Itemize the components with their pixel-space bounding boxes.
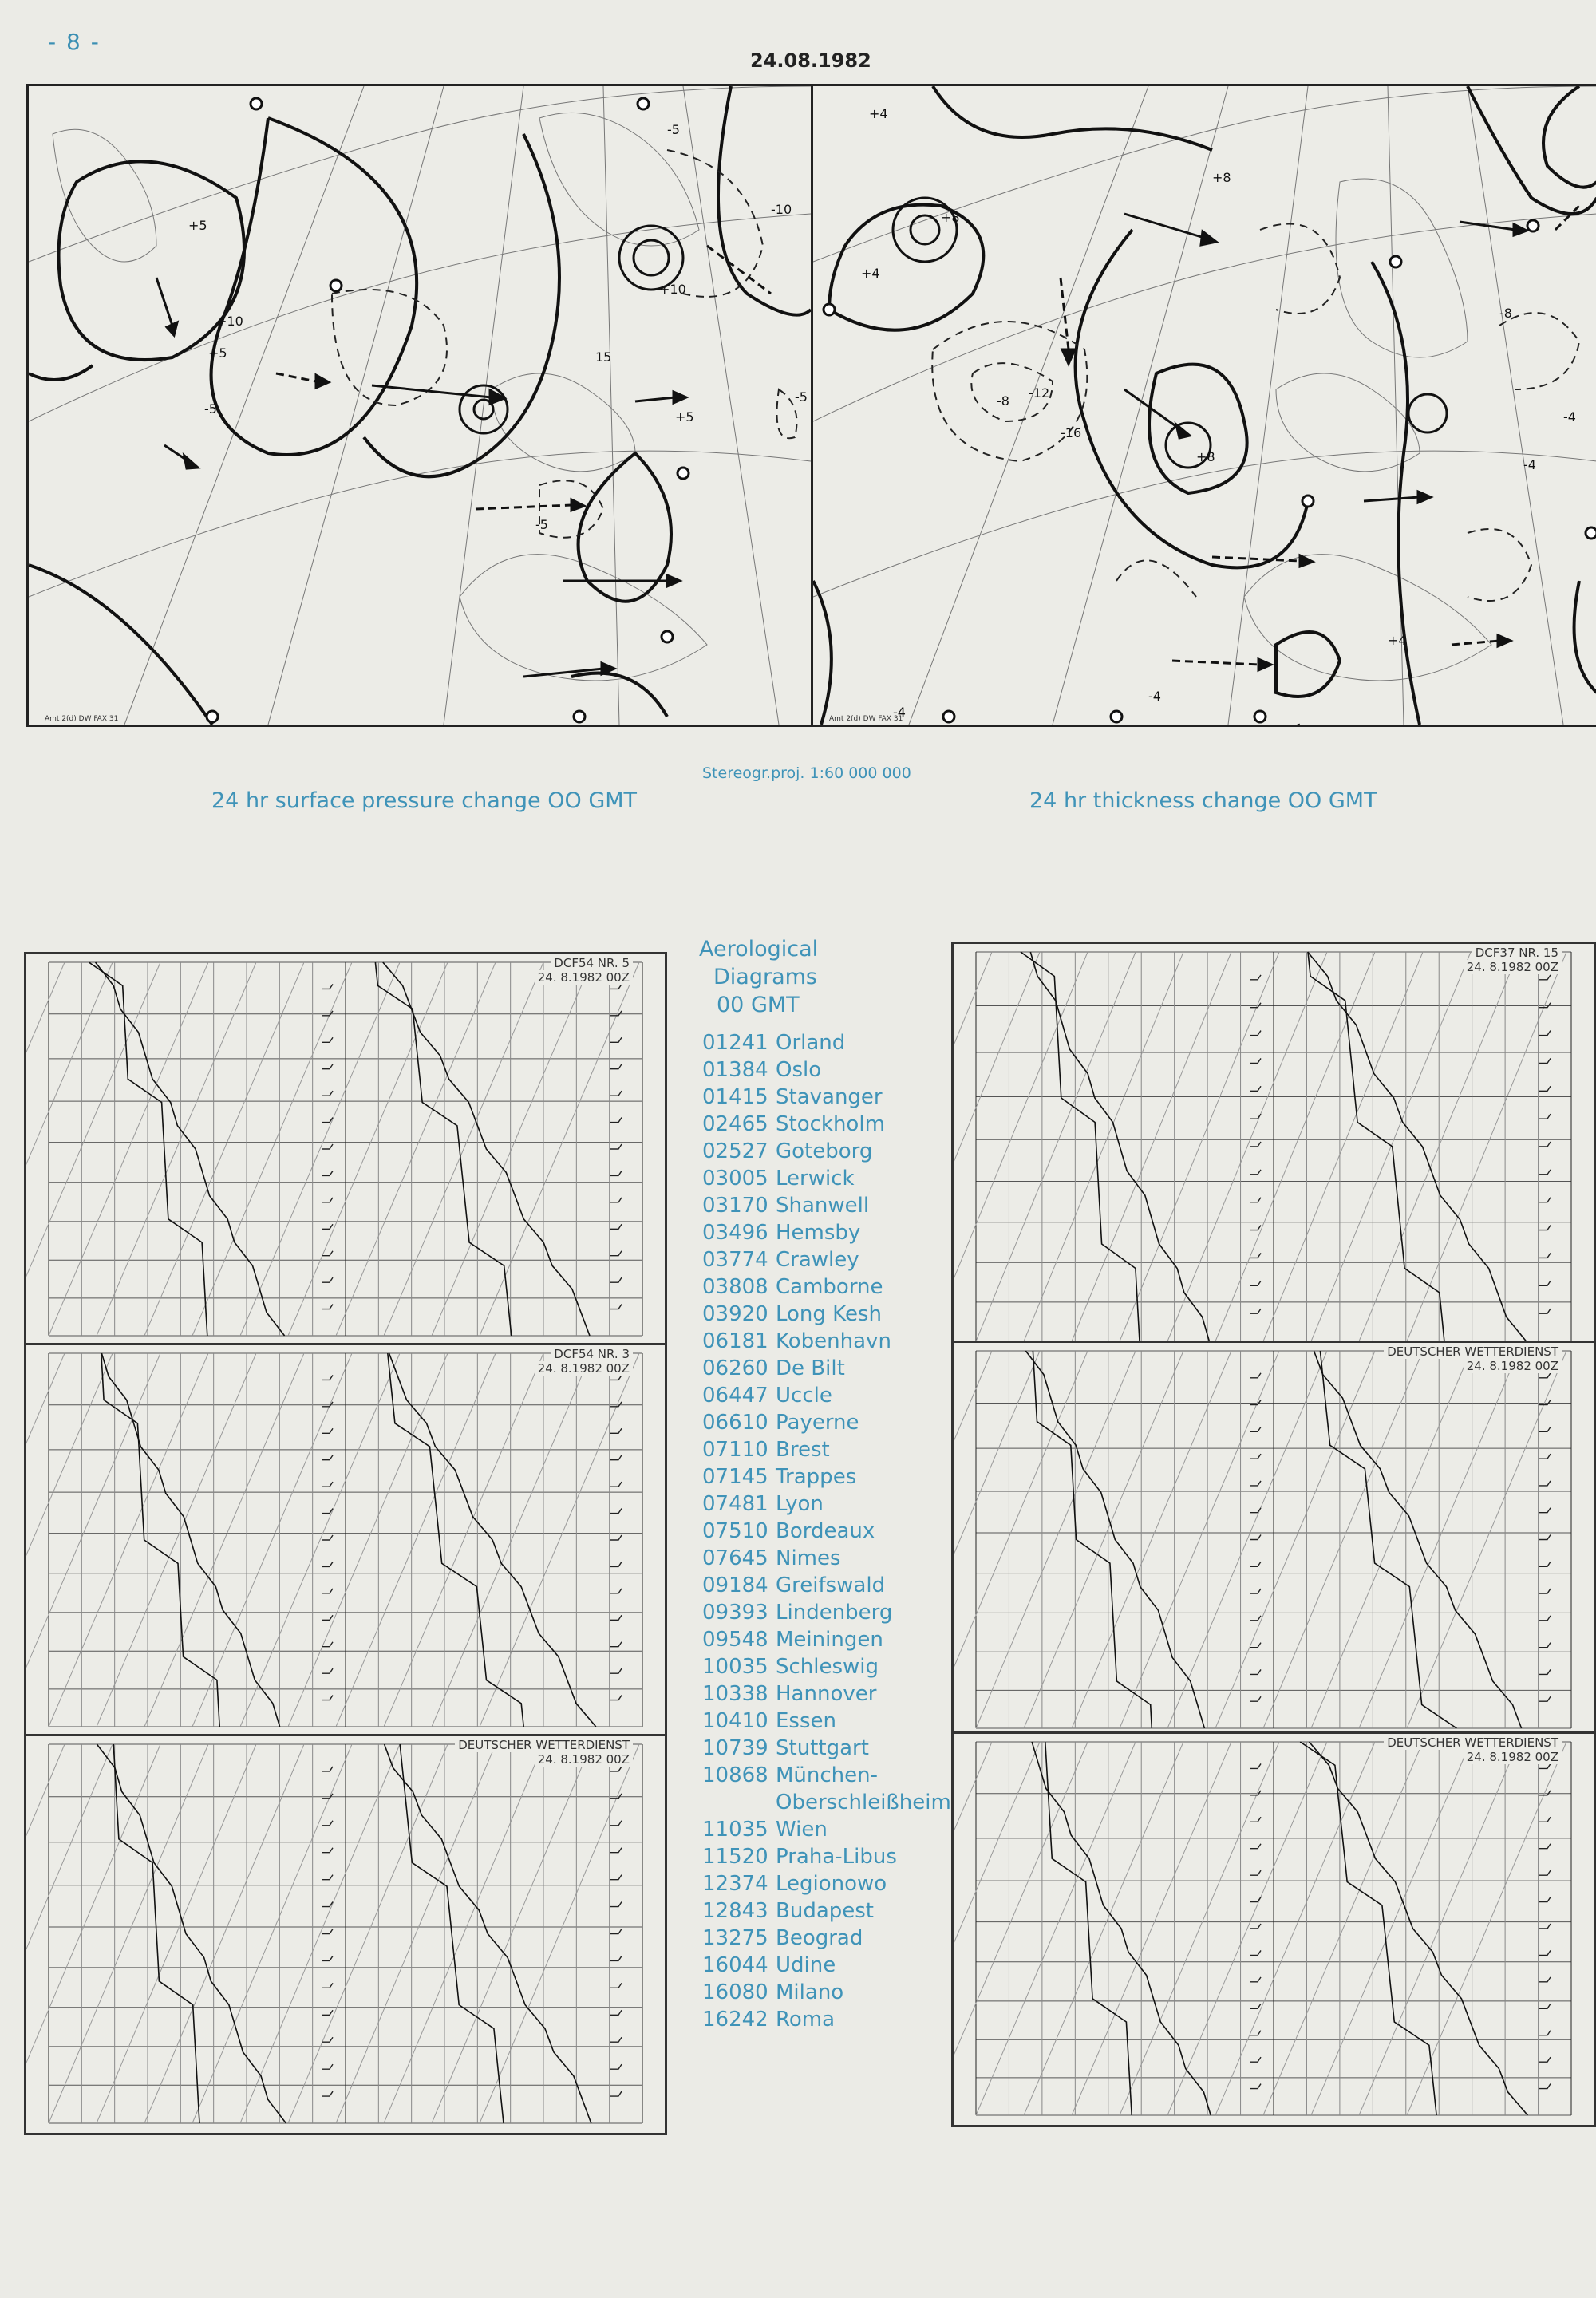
svg-text:-8: -8 (1499, 306, 1512, 321)
station-name: Schleswig (776, 1655, 879, 1679)
station-code: 09393 (702, 1601, 768, 1625)
svg-text:-5: -5 (204, 401, 217, 417)
station-code: 12374 (702, 1872, 768, 1896)
station-code: 02527 (702, 1139, 768, 1163)
thickness-change-map (811, 84, 1596, 727)
svg-text:-4: -4 (1523, 457, 1536, 472)
station-name: Stuttgart (776, 1736, 869, 1760)
diagram-title: DEUTSCHER WETTERDIENST (1384, 1344, 1562, 1359)
station-name: Meiningen (776, 1628, 883, 1652)
station-code: 02465 (702, 1112, 768, 1136)
station-name: Payerne (776, 1411, 859, 1435)
svg-text:+8: +8 (1212, 170, 1231, 185)
station-code: 06260 (702, 1356, 768, 1380)
station-row (702, 1056, 951, 1084)
station-row (702, 1870, 951, 1897)
station-code: 03005 (702, 1167, 768, 1190)
station-name: Uccle (776, 1384, 832, 1408)
aerological-diagram-4 (951, 942, 1596, 1353)
svg-text:+8: +8 (1196, 449, 1215, 464)
station-code: 01415 (702, 1085, 768, 1109)
station-row (702, 1491, 951, 1518)
diagram-date: 24. 8.1982 00Z (1464, 960, 1562, 974)
station-row (702, 1545, 951, 1572)
station-code: 03808 (702, 1275, 768, 1299)
station-code: 09548 (702, 1628, 768, 1652)
diagram-title: DEUTSCHER WETTERDIENST (455, 1738, 633, 1752)
station-code: 16044 (702, 1953, 768, 1977)
station-code: 16242 (702, 2008, 768, 2031)
station-row (702, 1762, 951, 1789)
station-row (702, 1192, 951, 1219)
station-name: Udine (776, 1953, 836, 1977)
station-row (702, 1328, 951, 1355)
right-map-caption: 24 hr thickness change OO GMT (1029, 788, 1377, 813)
station-name: Budapest (776, 1899, 874, 1923)
legend-title-line: Diagrams (713, 965, 817, 989)
station-name: Trappes (776, 1465, 857, 1489)
map-credit: Amt 2(d) DW FAX 31 (829, 715, 903, 723)
station-row (702, 1084, 951, 1111)
station-name: Greifswald (776, 1573, 886, 1597)
station-row (702, 1111, 951, 1138)
station-name: Crawley (776, 1248, 859, 1272)
station-name: Stockholm (776, 1112, 885, 1136)
station-row (702, 1382, 951, 1409)
diagram-date: 24. 8.1982 00Z (1464, 1750, 1562, 1764)
diagram-date: 24. 8.1982 00Z (535, 1752, 633, 1767)
station-code: 07645 (702, 1546, 768, 1570)
svg-text:-10: -10 (771, 202, 792, 217)
station-name: Oberschleißheim (776, 1791, 951, 1814)
station-name: Camborne (776, 1275, 883, 1299)
station-code: 06181 (702, 1329, 768, 1353)
station-name: Milano (776, 1980, 844, 2004)
station-name: Legionowo (776, 1872, 887, 1896)
svg-text:+8: +8 (941, 210, 960, 225)
station-code: 07110 (702, 1438, 768, 1462)
station-row (702, 1409, 951, 1436)
station-row (702, 2006, 951, 2033)
diagram-title: DEUTSCHER WETTERDIENST (1384, 1735, 1562, 1750)
aerological-diagram-6 (951, 1731, 1596, 2127)
station-row (702, 1979, 951, 2006)
station-name: Goteborg (776, 1139, 873, 1163)
legend-title-line: 00 GMT (717, 993, 800, 1017)
svg-text:+4: +4 (869, 106, 888, 121)
station-code: 11035 (702, 1818, 768, 1842)
svg-text:+5: +5 (188, 218, 207, 233)
page-date: 24.08.1982 (750, 49, 871, 72)
station-row (702, 1897, 951, 1925)
station-code: 09184 (702, 1573, 768, 1597)
station-row (702, 1355, 951, 1382)
station-row (702, 1165, 951, 1192)
station-name: Long Kesh (776, 1302, 882, 1326)
station-code: 10868 (702, 1763, 768, 1787)
station-row (702, 1138, 951, 1165)
station-code: 13275 (702, 1926, 768, 1950)
station-code: 10739 (702, 1736, 768, 1760)
svg-text:-16: -16 (1061, 425, 1082, 440)
station-row (702, 1273, 951, 1301)
station-code: 10338 (702, 1682, 768, 1706)
diagram-title: DCF54 NR. 5 (551, 956, 633, 970)
surface-pressure-change-map (26, 84, 813, 727)
station-code: 01241 (702, 1031, 768, 1055)
diagram-date: 24. 8.1982 00Z (535, 1361, 633, 1376)
station-code: 06610 (702, 1411, 768, 1435)
svg-text:-5: -5 (795, 389, 808, 405)
station-name: Lerwick (776, 1167, 855, 1190)
diagram-title: DCF54 NR. 3 (551, 1347, 633, 1361)
svg-text:+5: +5 (675, 409, 694, 424)
station-code: 06447 (702, 1384, 768, 1408)
station-row (702, 1599, 951, 1626)
station-row (702, 1572, 951, 1599)
svg-text:-4: -4 (893, 705, 906, 720)
station-code: 07145 (702, 1465, 768, 1489)
station-row (702, 1626, 951, 1653)
station-code: 03920 (702, 1302, 768, 1326)
station-name: Oslo (776, 1058, 822, 1082)
station-name: Hannover (776, 1682, 877, 1706)
svg-text:+5: +5 (208, 345, 227, 361)
station-name: Wien (776, 1818, 828, 1842)
station-code: 01384 (702, 1058, 768, 1082)
station-list (702, 1029, 951, 2033)
station-code: 11520 (702, 1845, 768, 1869)
station-code: 03170 (702, 1194, 768, 1218)
legend-title-line: Aerological (699, 937, 819, 961)
diagram-date: 24. 8.1982 00Z (535, 970, 633, 985)
station-code: 16080 (702, 1980, 768, 2004)
station-code: 07510 (702, 1519, 768, 1543)
station-row (702, 1436, 951, 1463)
station-row (702, 1246, 951, 1273)
station-row (702, 1789, 951, 1816)
station-code: 03774 (702, 1248, 768, 1272)
map-credit: Amt 2(d) DW FAX 31 (45, 715, 119, 723)
station-name: Praha-Libus (776, 1845, 897, 1869)
svg-text:+4: +4 (861, 266, 880, 281)
aerological-diagram-1 (24, 952, 667, 1348)
station-name: Kobenhavn (776, 1329, 891, 1353)
station-name: Beograd (776, 1926, 863, 1950)
station-row (702, 1735, 951, 1762)
station-name: Orland (776, 1031, 846, 1055)
station-row (702, 1952, 951, 1979)
svg-text:-4: -4 (1563, 409, 1576, 424)
diagram-title: DCF37 NR. 15 (1472, 946, 1562, 960)
diagram-date: 24. 8.1982 00Z (1464, 1359, 1562, 1373)
station-code: 12843 (702, 1899, 768, 1923)
station-row (702, 1708, 951, 1735)
svg-text:-8: -8 (997, 393, 1009, 409)
station-code: 07481 (702, 1492, 768, 1516)
station-name: De Bilt (776, 1356, 845, 1380)
station-row (702, 1219, 951, 1246)
station-name: Nimes (776, 1546, 841, 1570)
station-name: Lyon (776, 1492, 824, 1516)
svg-text:-5: -5 (535, 517, 548, 532)
left-map-caption: 24 hr surface pressure change OO GMT (211, 788, 638, 813)
station-row (702, 1518, 951, 1545)
station-code: 10035 (702, 1655, 768, 1679)
station-row (702, 1029, 951, 1056)
station-name: Hemsby (776, 1221, 861, 1245)
aerological-diagram-3 (24, 1734, 667, 2135)
svg-text:-5: -5 (667, 122, 680, 137)
station-name: Stavanger (776, 1085, 883, 1109)
station-row (702, 1463, 951, 1491)
station-code: 03496 (702, 1221, 768, 1245)
aerological-diagram-2 (24, 1343, 667, 1739)
station-name: Shanwell (776, 1194, 870, 1218)
station-code (702, 1789, 776, 1816)
station-row (702, 1680, 951, 1708)
svg-text:15: 15 (595, 349, 612, 365)
station-row (702, 1301, 951, 1328)
station-name: Lindenberg (776, 1601, 893, 1625)
svg-text:+10: +10 (216, 314, 243, 329)
svg-text:+10: +10 (659, 282, 686, 297)
station-row (702, 1653, 951, 1680)
svg-text:-12: -12 (1029, 385, 1050, 401)
aerological-diagram-5 (951, 1340, 1596, 1740)
page-number: - 8 - (48, 29, 101, 55)
legend-title (699, 935, 891, 1019)
svg-text:+4: +4 (1388, 633, 1407, 648)
station-row (702, 1843, 951, 1870)
svg-text:-4: -4 (1148, 689, 1161, 704)
station-name: Essen (776, 1709, 836, 1733)
projection-note: Stereogr.proj. 1:60 000 000 (702, 764, 911, 782)
station-name: Roma (776, 2008, 836, 2031)
station-code: 10410 (702, 1709, 768, 1733)
station-name: München- (776, 1763, 879, 1787)
station-name: Bordeaux (776, 1519, 875, 1543)
station-row (702, 1925, 951, 1952)
station-name: Brest (776, 1438, 830, 1462)
station-row (702, 1816, 951, 1843)
